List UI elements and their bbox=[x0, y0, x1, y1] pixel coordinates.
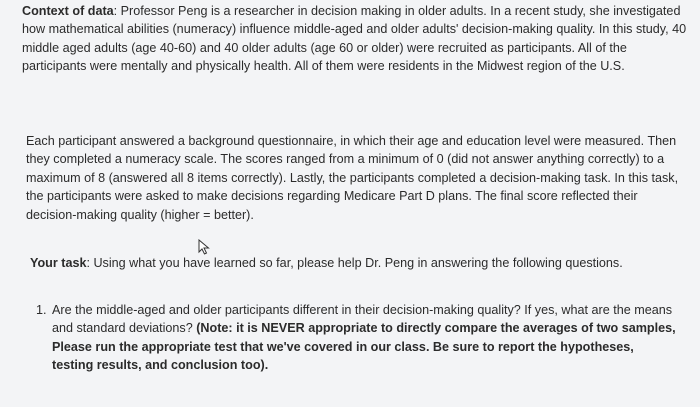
question-body bbox=[52, 301, 676, 375]
task-text: : Using what you have learned so far, please help Dr. Peng in answering the following questions. bbox=[86, 256, 623, 270]
procedure-paragraph: Each participant answered a background questionnaire, in which their age and education level were measured. Then they completed a numeracy scale. The scores ranged from a minimum of 0 (did not answer anything correctly) to a maximum of 8 (answered all 8 items correctly). Lastly, the participants completed a decision-making task. In this task, the participants were asked to make decisions regarding Medicare Part D plans. The final score reflected their decision-making quality (higher = better). bbox=[26, 134, 679, 222]
question-note: (Note: it is NEVER appropriate to directly compare the averages of two samples, Please run the appropriate test that we've covered in our class. Be sure to report the hypotheses, testing results, and conclusion too). bbox=[52, 321, 676, 373]
mouse-cursor-icon bbox=[198, 239, 210, 255]
question-list bbox=[36, 301, 676, 375]
question-number: 1. bbox=[36, 303, 47, 317]
question-text: Are the middle-aged and older participants different in their decision-making quality? If yes, what are the means and standard deviations? bbox=[52, 303, 673, 336]
list-item bbox=[36, 301, 676, 375]
task-label: Your task bbox=[30, 256, 87, 270]
task-paragraph bbox=[30, 254, 685, 272]
context-text: : Professor Peng is a researcher in decision making in older adults. In a recent study, she investigated how mathematical abilities (numeracy) influence middle-aged and older adults' decision-making quality. In this study, 40 middle aged adults (age 40-60) and 40 older adults (age 60 or older) were recruited as participants. All of the participants were mentally and physically health. All of them were residents in the Midwest region of the U.S. bbox=[22, 4, 687, 74]
context-paragraph bbox=[22, 2, 687, 76]
context-label: Context of data bbox=[22, 4, 114, 18]
